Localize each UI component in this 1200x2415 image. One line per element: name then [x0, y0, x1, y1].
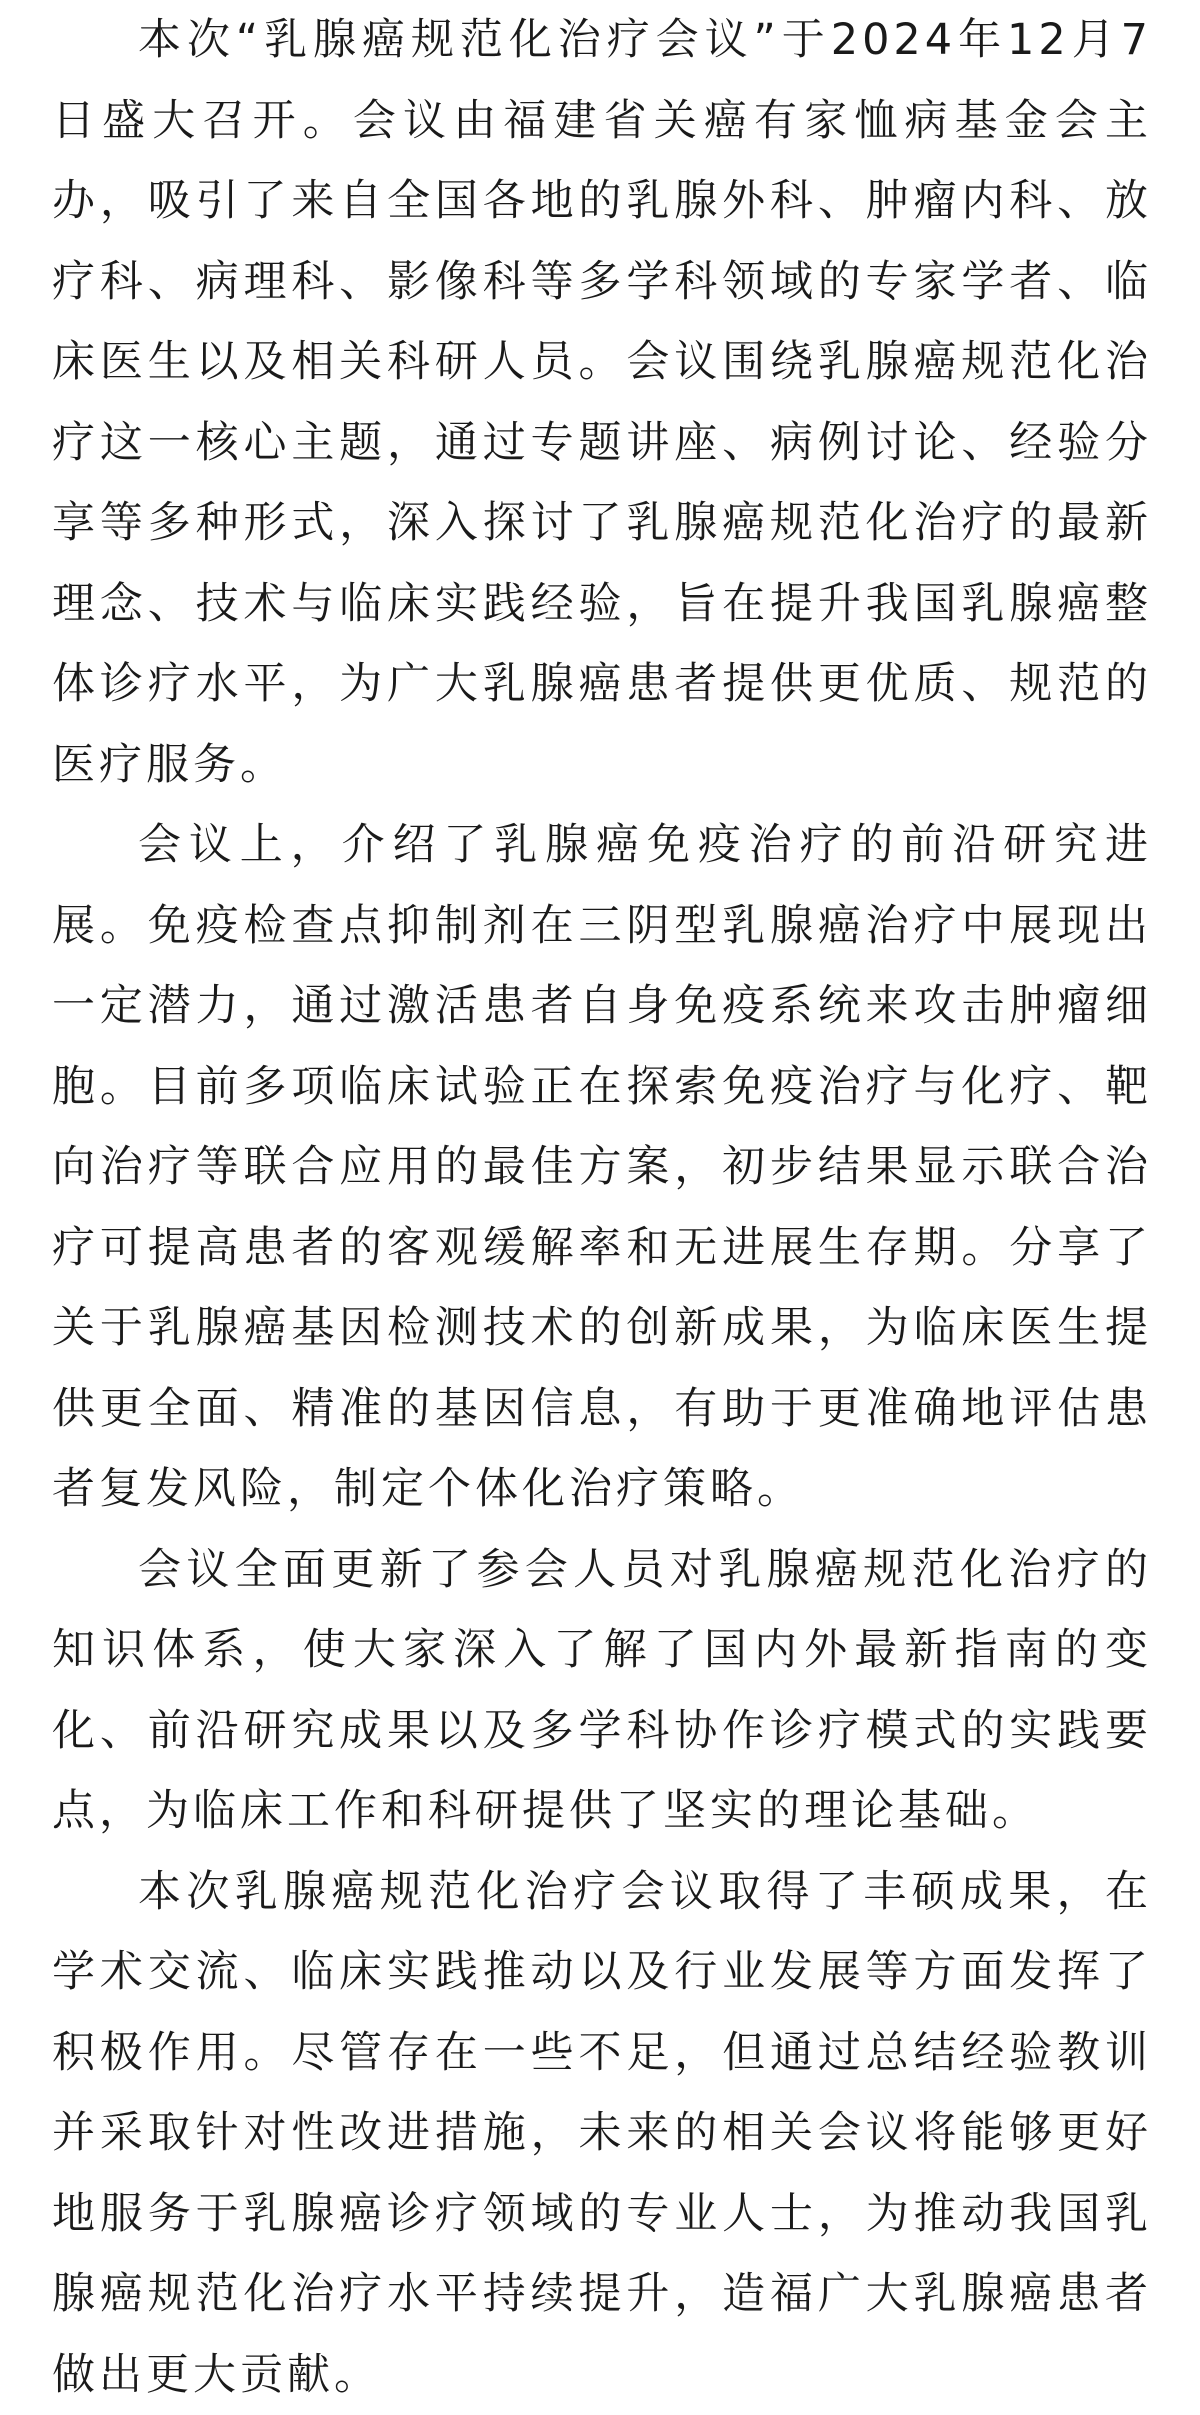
paragraph-immunotherapy-progress: 会议上，介绍了乳腺癌免疫治疗的前沿研究进展。免疫检查点抑制剂在三阴型乳腺癌治疗中展现出一定潜力，通过激活患者自身免疫系统来攻击肿瘤细胞。目前多项临床试验正在探索免疫治疗与化疗、靶向治疗等联合应用的最佳方案，初步结果显示联合治疗可提高患者的客观缓解率和无进展生存期。分享了关于乳腺癌基因检测技术的创新成果，为临床医生提供更全面、精准的基因信息，有助于更准确地评估患者复发风险，制定个体化治疗策略。: [52, 805, 1152, 1530]
paragraph-knowledge-update: 会议全面更新了参会人员对乳腺癌规范化治疗的知识体系，使大家深入了解了国内外最新指南的变化、前沿研究成果以及多学科协作诊疗模式的实践要点，为临床工作和科研提供了坚实的理论基础。: [52, 1530, 1152, 1852]
paragraph-meeting-overview: 本次“乳腺癌规范化治疗会议”于2024年12月7日盛大召开。会议由福建省关癌有家恤病基金会主办，吸引了来自全国各地的乳腺外科、肿瘤内科、放疗科、病理科、影像科等多学科领域的专家学者、临床医生以及相关科研人员。会议围绕乳腺癌规范化治疗这一核心主题，通过专题讲座、病例讨论、经验分享等多种形式，深入探讨了乳腺癌规范化治疗的最新理念、技术与临床实践经验，旨在提升我国乳腺癌整体诊疗水平，为广大乳腺癌患者提供更优质、规范的医疗服务。: [52, 0, 1152, 805]
paragraph-conclusion: 本次乳腺癌规范化治疗会议取得了丰硕成果，在学术交流、临床实践推动以及行业发展等方面发挥了积极作用。尽管存在一些不足，但通过总结经验教训并采取针对性改进措施，未来的相关会议将能够更好地服务于乳腺癌诊疗领域的专业人士，为推动我国乳腺癌规范化治疗水平持续提升，造福广大乳腺癌患者做出更大贡献。: [52, 1852, 1152, 2415]
article-body: [52, 0, 1152, 2415]
